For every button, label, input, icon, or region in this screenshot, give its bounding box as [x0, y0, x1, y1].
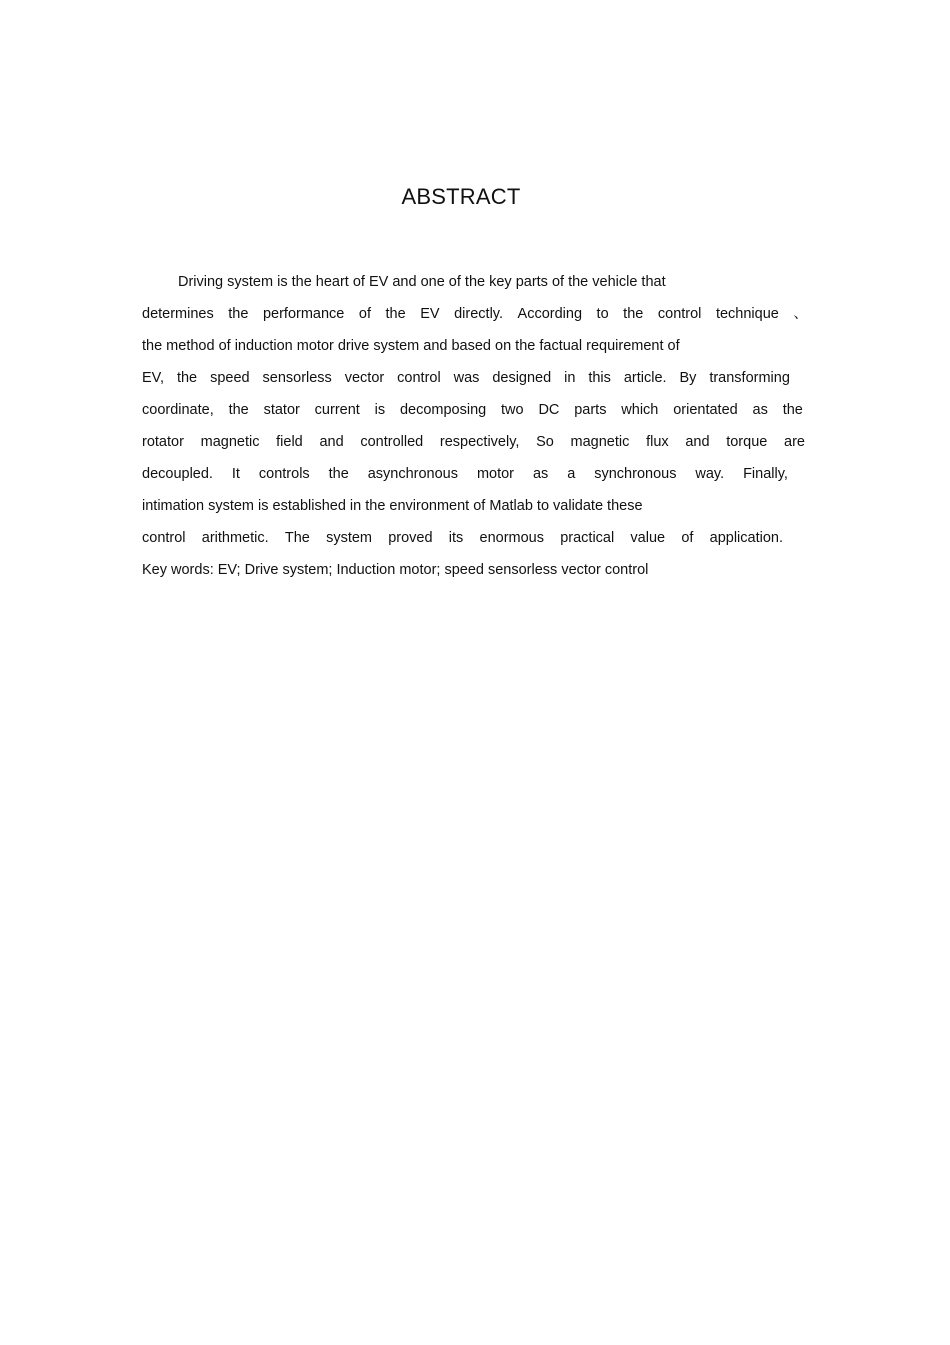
abstract-line-4: EV, the speed sensorless vector control was designed in this article. By transforming — [142, 370, 790, 386]
keywords-line: Key words: EV; Drive system; Induction motor; speed sensorless vector control — [142, 562, 649, 578]
abstract-line-2: determines the performance of the EV directly. According to the control technique 、 — [142, 306, 808, 322]
abstract-line-7: decoupled. It controls the asynchronous motor as a synchronous way. Finally, — [142, 466, 788, 482]
abstract-line-5: coordinate, the stator current is decomposing two DC parts which orientated as the — [142, 402, 803, 418]
abstract-title: ABSTRACT — [401, 184, 521, 209]
abstract-line-1: Driving system is the heart of EV and one of the key parts of the vehicle that — [178, 274, 666, 290]
abstract-line-3: the method of induction motor drive system and based on the factual requirement of — [142, 338, 680, 354]
abstract-line-8: intimation system is established in the environment of Matlab to validate these — [142, 498, 643, 514]
abstract-line-9: control arithmetic. The system proved its enormous practical value of application. — [142, 530, 783, 546]
abstract-line-6: rotator magnetic field and controlled respectively, So magnetic flux and torque are — [142, 434, 805, 450]
